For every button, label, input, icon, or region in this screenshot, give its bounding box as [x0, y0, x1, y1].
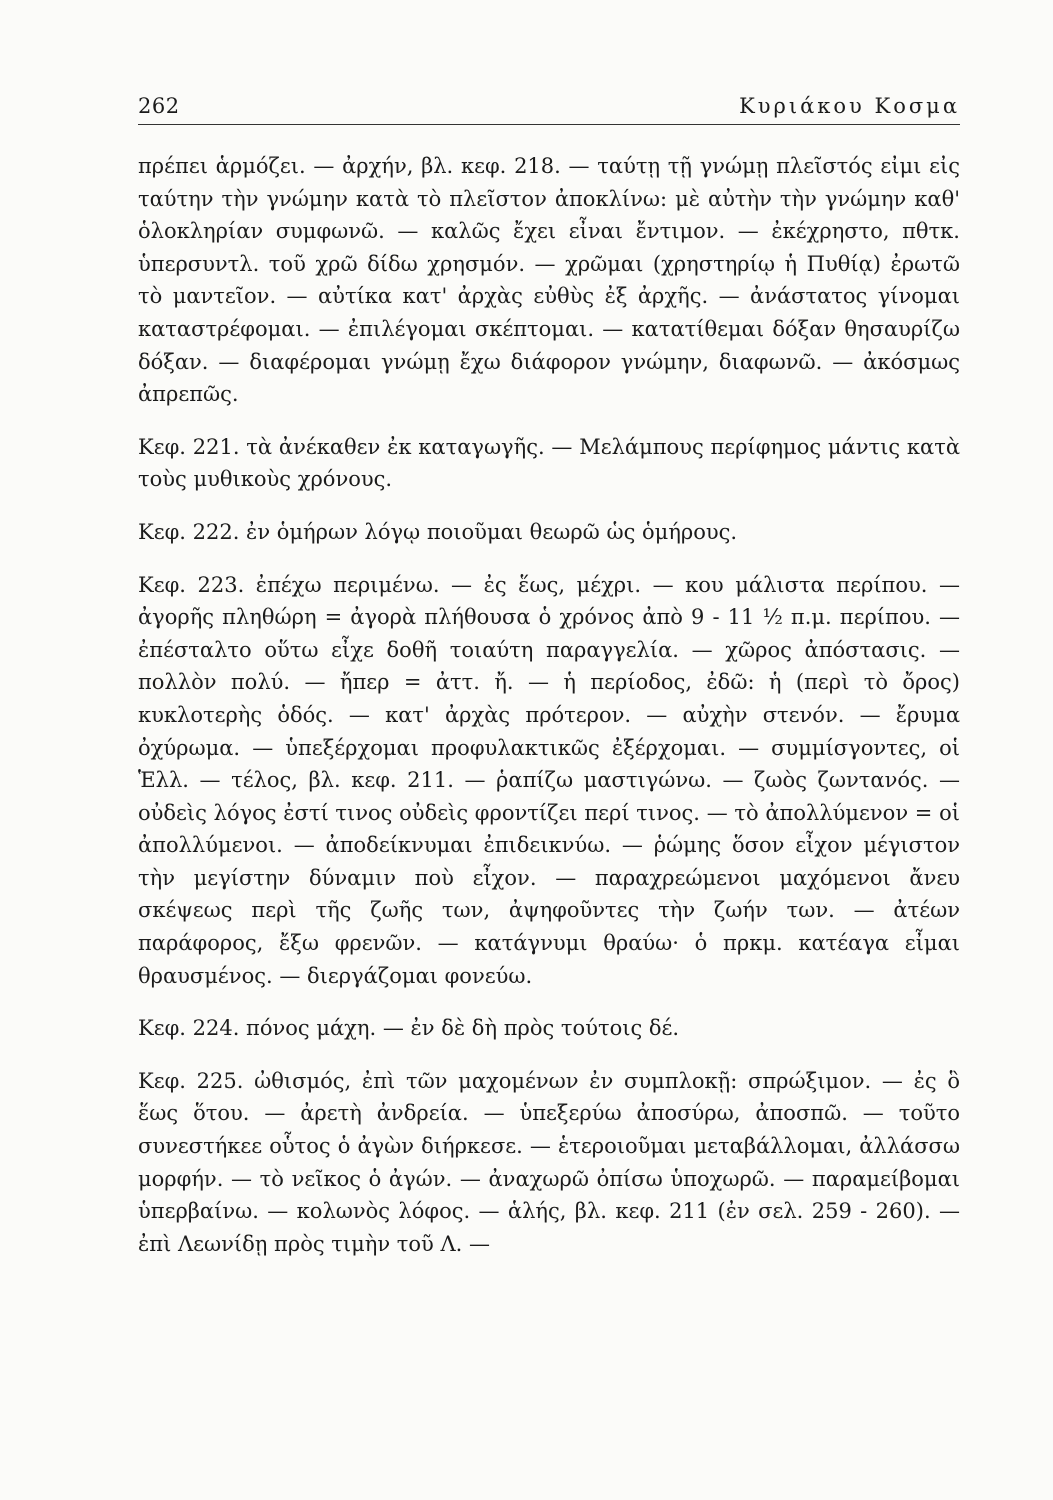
page-number: 262	[138, 94, 180, 118]
running-title: Κυριάκου Κοσμα	[739, 94, 960, 118]
page-header	[138, 84, 960, 125]
chapter-225-note: Κεφ. 225. ὠθισμός, ἐπὶ τῶν μαχομένων ἐν συμπλοκῇ: σπρώξιμον. — ἐς ὃ ἕως ὅτου. — ἀρετὴ ἀνδρεία. — ὑπεξερύω ἀποσύρω, ἀποσπῶ. — τοῦτο συνεστήκεε οὗτος ὁ ἀγὼν διήρκεσε. — ἑτεροιοῦμαι μεταβάλλομαι, ἀλλάσσω μορφήν. — τὸ νεῖκος ὁ ἀγών. — ἀναχωρῶ ὀπίσω ὑποχωρῶ. — παραμείβομαι ὑπερβαίνω. — κολωνὸς λόφος. — ἁλής, βλ. κεφ. 211 (ἐν σελ. 259 - 260). — ἐπὶ Λεωνίδῃ πρὸς τιμὴν τοῦ Λ. —	[138, 1068, 960, 1256]
commentary-paragraph: πρέπει ἁρμόζει. — ἀρχήν, βλ. κεφ. 218. — ταύτῃ τῇ γνώμῃ πλεῖστός εἰμι εἰς ταύτην τὴν γνώμην κατὰ τὸ πλεῖστον ἀποκλίνω: μὲ αὐτὴν τὴν γνώμην καθ' ὁλοκληρίαν συμφωνῶ. — καλῶς ἔχει εἶναι ἔντιμον. — ἐκέχρηστο, πθτκ. ὑπερσυντλ. τοῦ χρῶ δίδω χρησμόν. — χρῶμαι (χρηστηρίῳ ἡ Πυθίᾳ) ἐρωτῶ τὸ μαντεῖον. — αὐτίκα κατ' ἀρχὰς εὐθὺς ἐξ ἀρχῆς. — ἀνάστατος γίνομαι καταστρέφομαι. — ἐπιλέγομαι σκέπτομαι. — κατατίθεμαι δόξαν θησαυρίζω δόξαν. — διαφέρομαι γνώμῃ ἔχω διάφορον γνώμην, διαφωνῶ. — ἀκόσμως ἀπρεπῶς.	[138, 154, 960, 407]
page-body	[138, 150, 960, 1260]
chapter-223-note: Κεφ. 223. ἐπέχω περιμένω. — ἐς ἕως, μέχρι. — κου μάλιστα περίπου. — ἀγορῆς πληθώρη = ἀγορὰ πλήθουσα ὁ χρόνος ἀπὸ 9 - 11 ½ π.μ. περίπου. — ἐπέσταλτο οὕτω εἶχε δοθῆ τοιαύτη παραγγελία. — χῶρος ἀπόστασις. — πολλὸν πολύ. — ἤπερ = ἀττ. ἤ. — ἡ περίοδος, ἐδῶ: ἡ (περὶ τὸ ὄρος) κυκλοτερὴς ὁδός. — κατ' ἀρχὰς πρότερον. — αὐχὴν στενόν. — ἔρυμα ὀχύρωμα. — ὑπεξέρχομαι προφυλακτικῶς ἐξέρχομαι. — συμμίσγοντες, οἱ Ἑλλ. — τέλος, βλ. κεφ. 211. — ῥαπίζω μαστιγώνω. — ζωὸς ζωντανός. — οὐδεὶς λόγος ἐστί τινος οὐδεὶς φροντίζει περί τινος. — τὸ ἀπολλύμενον = οἱ ἀπολλύμενοι. — ἀποδείκνυμαι ἐπιδεικνύω. — ῥώμης ὅσον εἶχον μέγιστον τὴν μεγίστην δύναμιν ποὺ εἶχον. — παραχρεώμενοι μαχόμενοι ἄνευ σκέψεως περὶ τῆς ζωῆς των, ἀψηφοῦντες τὴν ζωήν των. — ἀτέων παράφορος, ἔξω φρενῶν. — κατάγνυμι θραύω· ὁ πρκμ. κατέαγα εἶμαι θραυσμένος. — διεργάζομαι φονεύω.	[138, 572, 960, 988]
chapter-222-note: Κεφ. 222. ἐν ὁμήρων λόγῳ ποιοῦμαι θεωρῶ ὡς ὁμήρους.	[138, 519, 738, 544]
chapter-221-note: Κεφ. 221. τὰ ἀνέκαθεν ἐκ καταγωγῆς. — Μελάμπους περίφημος μάντις κατὰ τοὺς μυθικοὺς χρόνους.	[138, 434, 960, 492]
chapter-224-note: Κεφ. 224. πόνος μάχη. — ἐν δὲ δὴ πρὸς τούτοις δέ.	[138, 1016, 680, 1041]
